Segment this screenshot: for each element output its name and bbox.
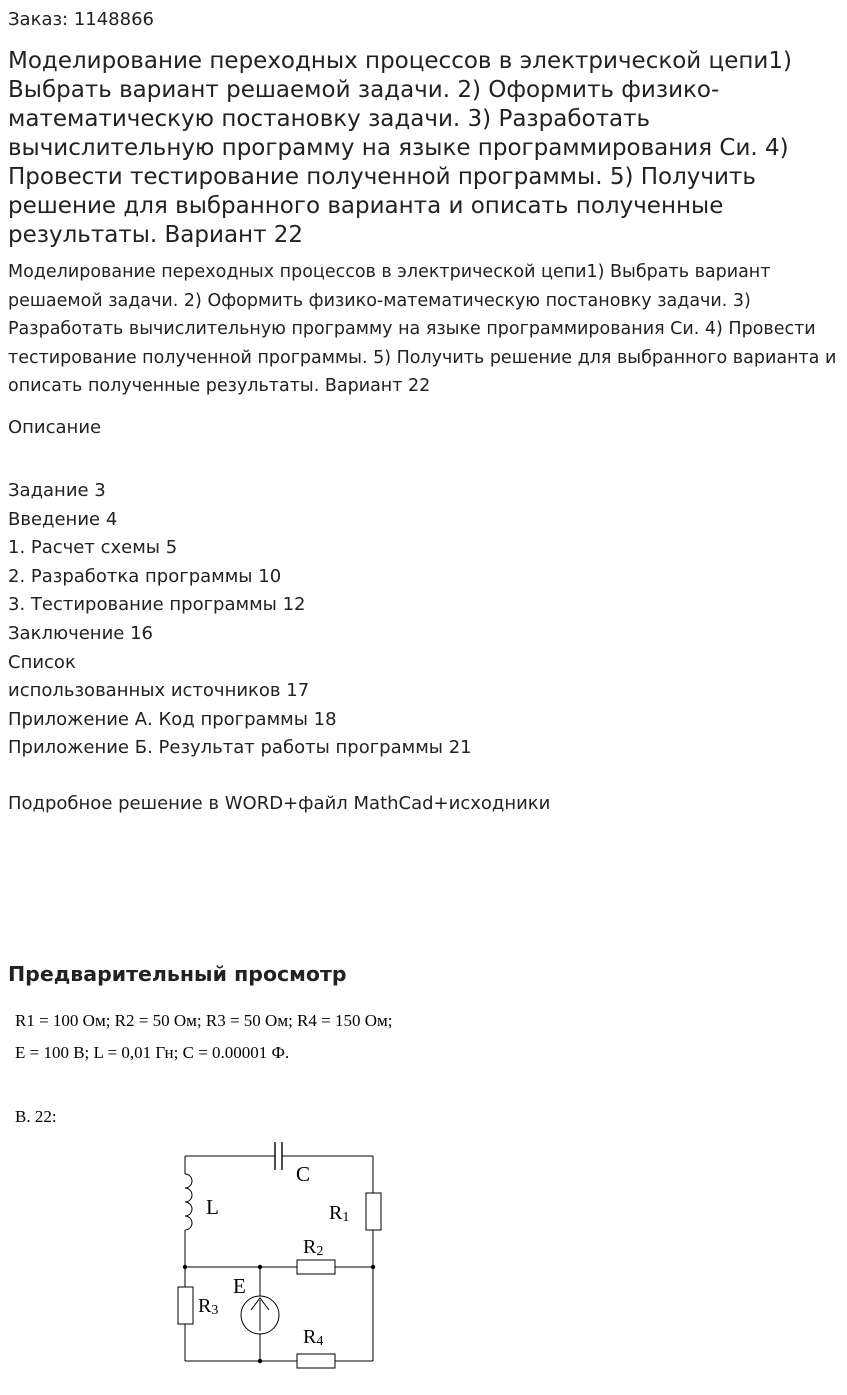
circuit-diagram bbox=[150, 1130, 410, 1375]
label-r2-subscript: 2 bbox=[316, 1244, 324, 1259]
toc-item: Задание 3 bbox=[8, 480, 106, 501]
toc-item: Список bbox=[8, 651, 76, 673]
label-r4-subscript: 4 bbox=[316, 1334, 324, 1349]
toc-item: Приложение Б. Результат работы программы 21 bbox=[8, 737, 472, 759]
label-r3 bbox=[198, 1295, 218, 1318]
table-of-contents bbox=[8, 477, 472, 763]
junction-node bbox=[258, 1265, 262, 1269]
solution-note: Подробное решение в WORD+файл MathCad+исходники bbox=[8, 793, 551, 814]
label-r2 bbox=[303, 1236, 323, 1259]
label-r1 bbox=[329, 1202, 349, 1225]
label-c: C bbox=[296, 1162, 311, 1186]
description-heading: Описание bbox=[8, 417, 102, 438]
preview-heading: Предварительный просмотр bbox=[8, 962, 347, 986]
label-e: E bbox=[233, 1274, 246, 1298]
resistor-r1 bbox=[366, 1193, 381, 1230]
label-r4-letter: R bbox=[303, 1326, 317, 1348]
toc-item: Приложение А. Код программы 18 bbox=[8, 708, 337, 730]
resistor-r2 bbox=[297, 1260, 335, 1274]
lead-paragraph: Моделирование переходных процессов в электрической цепи1) Выбрать вариант решаемой задачи. 2) Оформить физико-математическую постановку задачи. 3) Разработать вычислительную программу на языке программирования Си. 4) Провести тестирование полученной программы. 5) Получить решение для выбранного варианта и описать полученные результаты. Вариант 22 bbox=[8, 262, 837, 396]
toc-item: Заключение 16 bbox=[8, 622, 153, 644]
junction-node bbox=[183, 1265, 187, 1269]
inductor-coil bbox=[185, 1174, 192, 1230]
junction-node bbox=[258, 1359, 262, 1363]
toc-item: 3. Тестирование программы 12 bbox=[8, 594, 306, 616]
toc-item: 2. Разработка программы 10 bbox=[8, 565, 282, 587]
label-r1-subscript: 1 bbox=[342, 1210, 350, 1225]
label-r2-letter: R bbox=[303, 1236, 317, 1258]
junction-node bbox=[371, 1265, 375, 1269]
label-r3-subscript: 3 bbox=[211, 1303, 219, 1318]
resistor-r4 bbox=[297, 1354, 335, 1368]
label-r4 bbox=[303, 1326, 323, 1349]
toc-item: 1. Расчет схемы 5 bbox=[8, 537, 178, 559]
toc-item: использованных источников 17 bbox=[8, 680, 310, 702]
given-values-line-1: R1 = 100 Ом; R2 = 50 Ом; R3 = 50 Ом; R4 = 150 Ом; bbox=[15, 1011, 393, 1030]
toc-item: Введение 4 bbox=[8, 508, 118, 530]
resistor-r3 bbox=[178, 1287, 193, 1324]
label-l: L bbox=[206, 1195, 219, 1219]
label-r1-letter: R bbox=[329, 1202, 343, 1224]
variant-label: В. 22: bbox=[15, 1107, 57, 1126]
order-number: Заказ: 1148866 bbox=[8, 9, 154, 30]
label-r3-letter: R bbox=[198, 1295, 212, 1317]
given-values-line-2: E = 100 В; L = 0,01 Гн; С = 0.00001 Ф. bbox=[15, 1043, 290, 1062]
page-title: Моделирование переходных процессов в электрической цепи1) Выбрать вариант решаемой задачи. 2) Оформить физико-математическую постановку задачи. 3) Разработать вычислительную программу на языке программирования Си. 4) Провести тестирование полученной программы. 5) Получить решение для выбранного варианта и описать полученные результаты. Вариант 22 bbox=[8, 48, 792, 248]
